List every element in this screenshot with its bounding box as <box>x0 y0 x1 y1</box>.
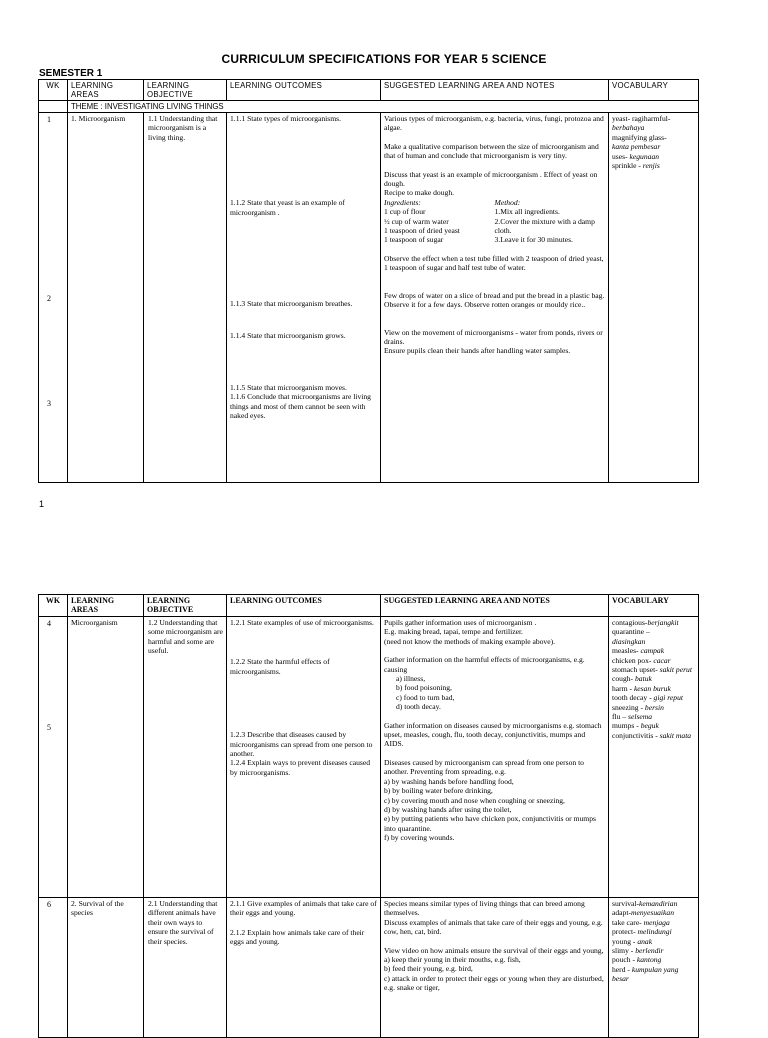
vocab-translation: kumpulan yang besar <box>612 964 679 984</box>
note: Pupils gather information uses of microorganism . <box>384 618 537 627</box>
note: Gather information on the harmful effects of microorganisms, e.g. causing <box>384 655 585 674</box>
theme-label: THEME : INVESTIGATING LIVING THINGS <box>68 101 699 113</box>
table-row <box>39 617 699 898</box>
header-vocabulary: VOCABULARY <box>609 595 699 617</box>
vocab-term: tooth decay - <box>612 693 654 703</box>
vocab-entry <box>612 965 695 984</box>
vocab-translation: cacar <box>653 655 671 665</box>
vocab-term: stomach upset- <box>612 665 660 675</box>
learning-objective: 1.1 Understanding that microorganism is a living thing. <box>148 114 218 142</box>
vocab-translation: kanta pembesar <box>612 142 661 152</box>
list-item: c) attack in order to protect their eggs or young when they are disturbed, e.g. snake or tiger, <box>384 973 604 993</box>
vocab-entry <box>612 674 695 683</box>
recipe-block <box>384 198 605 245</box>
page-number: 1 <box>39 499 45 509</box>
vocab-entry <box>612 656 695 665</box>
outcome-1-2-4: 1.2.4 Explain ways to prevent diseases caused by microorganisms. <box>230 758 371 777</box>
note: Discuss examples of animals that take care of their eggs and young, e.g. cow, hen, cat, bird. <box>384 917 603 937</box>
vocab-term: young - <box>612 936 638 946</box>
vocab-term: chicken pox- <box>612 655 654 665</box>
vocab-translation: diasingkan <box>612 636 646 646</box>
vocab-translation: berjangkit <box>647 618 679 627</box>
vocab-entry <box>612 721 695 730</box>
header-vocabulary: VOCABULARY <box>609 80 699 101</box>
list-item: d) tooth decay. <box>396 702 441 712</box>
vocab-term: measles- <box>612 646 641 656</box>
learning-objective-cell <box>144 617 227 898</box>
table-header-row <box>39 80 699 101</box>
header-wk: WK <box>39 80 68 101</box>
vocab-entry <box>612 937 695 946</box>
ingredient: ½ cup of warm water <box>384 216 449 226</box>
note: (need not know the methods of making example above). <box>384 636 556 646</box>
note: Gather information on diseases caused by microorganisms e.g. stomach upset, measles, cough, flu, tooth decay, conjunctivitis, mumps and AIDS. <box>384 720 602 749</box>
table-row <box>39 113 699 483</box>
notes-cell <box>381 617 609 898</box>
learning-area: 1. Microorganism <box>71 114 126 123</box>
vocab-translation: renjis <box>642 161 660 171</box>
vocab-entry <box>612 637 695 646</box>
theme-row <box>39 101 699 113</box>
vocab-term: sprinkle - <box>612 161 643 171</box>
vocab-term: mumps - <box>612 721 641 731</box>
vocab-term: survival- <box>612 899 639 908</box>
learning-objective: 1.2 Understanding that some microorganism are harmful and some are useful. <box>148 618 223 656</box>
list-item: c) by covering mouth and nose when coughing or sneezing, <box>384 795 565 805</box>
list-item: c) food to turn bad, <box>396 692 455 702</box>
note: Various types of microorganism, e.g. bacteria, virus, fungi, protozoa and algae. <box>384 114 604 133</box>
outcome-1-1-3: 1.1.3 State that microorganism breathes. <box>230 299 353 309</box>
vocab-term: contagious- <box>612 618 648 627</box>
curriculum-table-1 <box>38 79 699 483</box>
vocab-translation: menjaga <box>643 917 670 927</box>
header-learning-areas: LEARNING AREAS <box>68 595 144 617</box>
note: E.g. making bread, tapai, tempe and fertilizer. <box>384 627 523 637</box>
list-item: a) illness, <box>396 674 426 684</box>
vocab-term: flu – <box>612 712 629 722</box>
list-item: a) by washing hands before handling food, <box>384 776 514 786</box>
outcome-1-2-1: 1.2.1 State examples of use of microorganisms. <box>230 618 374 627</box>
week-number: 2 <box>47 294 51 303</box>
vocab-term: uses- <box>612 151 630 161</box>
vocab-entry <box>612 646 695 655</box>
vocab-translation: kemandirian <box>639 899 678 908</box>
list-item: b) feed their young, e.g. bird, <box>384 964 473 974</box>
week-cell <box>39 617 68 898</box>
vocab-translation: sakit mata <box>659 730 692 740</box>
vocab-translation: beguk <box>640 721 659 731</box>
vocab-translation: gigi reput <box>653 693 684 703</box>
vocab-term: pouch - <box>612 955 637 965</box>
header-notes: SUGGESTED LEARNING AREA AND NOTES <box>381 595 609 617</box>
header-learning-objective: LEARNING OBJECTIVE <box>144 595 227 617</box>
ingredients-label: Ingredients: <box>384 197 421 207</box>
document-title: CURRICULUM SPECIFICATIONS FOR YEAR 5 SCIENCE <box>221 52 547 66</box>
table-row <box>39 898 699 1038</box>
vocab-translation: kesan buruk <box>633 683 671 693</box>
outcome-1-1-4: 1.1.4 State that microorganism grows. <box>230 330 346 340</box>
outcome-2-1-2: 2.1.2 Explain how animals take care of their eggs and young. <box>230 927 365 947</box>
vocab-translation: melindungi <box>637 927 672 937</box>
header-wk: WK <box>39 595 68 617</box>
list-item: a) keep their young in their mouths, e.g. fish, <box>384 955 521 965</box>
learning-outcomes-cell <box>227 898 381 1038</box>
learning-objective-cell <box>144 113 227 483</box>
learning-area-cell <box>68 617 144 898</box>
vocab-entry <box>612 946 695 955</box>
header-learning-outcomes: LEARNING OUTCOMES <box>227 595 381 617</box>
vocab-translation: bersin <box>644 702 664 712</box>
vocab-term: conjunctivitis - <box>612 730 660 740</box>
vocab-translation: campak <box>640 646 665 656</box>
vocabulary-cell <box>609 898 699 1038</box>
notes-cell <box>381 113 609 483</box>
week-number: 4 <box>47 619 51 628</box>
vocab-entry <box>612 703 695 712</box>
list-item: f) by covering wounds. <box>384 833 455 843</box>
learning-objective-cell <box>144 898 227 1038</box>
semester-label: SEMESTER 1 <box>39 68 103 79</box>
method-step: 1.Mix all ingredients. <box>494 207 560 217</box>
vocab-term: take care- <box>612 917 644 927</box>
week-number: 6 <box>47 900 51 909</box>
method-label: Method: <box>494 197 521 207</box>
note: View video on how animals ensure the survival of their eggs and young, <box>384 945 604 955</box>
vocab-term: slimy - <box>612 946 636 956</box>
vocab-translation: menyesuaikan <box>630 908 674 918</box>
ingredient: 1 teaspoon of dried yeast <box>384 226 460 236</box>
outcome-1-1-2: 1.1.2 State that yeast is an example of microorganism . <box>230 198 345 217</box>
week-number: 1 <box>47 115 51 124</box>
learning-area-cell <box>68 898 144 1038</box>
vocab-entry <box>612 918 695 927</box>
note: Observe the effect when a test tube filled with 2 teaspoon of dried yeast, 1 teaspoon of sugar and half test tube of water. <box>384 253 604 273</box>
vocab-term: herd - <box>612 964 632 974</box>
vocab-entry <box>612 684 695 693</box>
list-item: d) by washing hands after using the toilet, <box>384 804 512 814</box>
note: View on the movement of microorganisms - water from ponds, rivers or drains. <box>384 327 603 346</box>
method-step: 2.Cover the mixture with a damp cloth. <box>494 216 595 236</box>
week-number: 5 <box>47 723 51 732</box>
outcome-1-1-5: 1.1.5 State that microorganism moves. <box>230 383 347 393</box>
vocab-term: protect- <box>612 927 638 937</box>
vocab-translation: anak <box>637 936 653 946</box>
note: Species means similar types of living things that can breed among themselves. <box>384 899 585 918</box>
learning-area: Microorganism <box>71 618 118 627</box>
vocabulary-cell <box>609 113 699 483</box>
notes-cell <box>381 898 609 1038</box>
note: Diseases caused by microorganism can spread from one person to another. Preventing from spreading, e.g. <box>384 757 584 777</box>
vocab-entry <box>612 899 695 908</box>
list-item: b) food poisoning, <box>396 683 452 693</box>
vocab-term: cough- <box>612 674 635 684</box>
vocab-term: sneezing - <box>612 702 645 712</box>
vocab-term: magnifying glass- <box>612 132 667 142</box>
ingredient: 1 teaspoon of sugar <box>384 235 444 245</box>
outcome-2-1-1: 2.1.1 Give examples of animals that take care of their eggs and young. <box>230 899 377 918</box>
vocab-translation: berlendir <box>635 946 664 956</box>
vocab-translation: berbahaya <box>612 123 645 133</box>
learning-outcomes-cell <box>227 617 381 898</box>
vocab-term: quarantine – <box>612 627 650 637</box>
header-learning-outcomes: LEARNING OUTCOMES <box>227 80 381 101</box>
note: Recipe to make dough. <box>384 188 455 198</box>
vocab-translation: selsema <box>628 712 653 722</box>
vocabulary-cell <box>609 617 699 898</box>
vocab-entry <box>612 908 695 917</box>
ingredient: 1 cup of flour <box>384 207 426 217</box>
header-learning-objective: LEARNING OBJECTIVE <box>144 80 227 101</box>
week-cell <box>39 898 68 1038</box>
header-notes: SUGGESTED LEARNING AREA AND NOTES <box>381 80 609 101</box>
note: Ensure pupils clean their hands after handling water samples. <box>384 346 571 356</box>
outcome-1-2-2: 1.2.2 State the harmful effects of microorganisms. <box>230 657 330 676</box>
vocab-term: yeast- ragi <box>612 114 644 123</box>
note: Make a qualitative comparison between the size of microorganism and that of human and conclude that microorganism is very tiny. <box>384 141 599 161</box>
vocab-translation: batuk <box>635 674 652 684</box>
outcome-1-1-6: 1.1.6 Conclude that microorganisms are living things and most of them cannot be seen with naked eyes. <box>230 392 371 421</box>
vocab-translation: kegunaan <box>629 151 660 161</box>
week-cell <box>39 113 68 483</box>
header-learning-areas: LEARNING AREAS <box>68 80 144 101</box>
vocab-entry <box>612 731 695 740</box>
note: Discuss that yeast is an example of microorganism . Effect of yeast on dough. <box>384 169 598 189</box>
vocab-translation: kantong <box>636 955 662 965</box>
vocab-translation: sakit perut <box>659 665 692 675</box>
curriculum-table-2 <box>38 594 699 1038</box>
method-step: 3.Leave it for 30 minutes. <box>494 235 573 245</box>
vocab-entry <box>612 693 695 702</box>
outcome-1-1-1: 1.1.1 State types of microorganisms. <box>230 114 342 123</box>
list-item: e) by putting patients who have chicken pox, conjunctivitis or mumps into quarantine. <box>384 814 596 833</box>
outcome-1-2-3: 1.2.3 Describe that diseases caused by microorganisms can spread from one person to another. <box>230 730 373 759</box>
vocab-entry <box>612 955 695 964</box>
note: Few drops of water on a slice of bread and put the bread in a plastic bag. Observe it for a few days. Observe rotten oranges or mouldy rice.. <box>384 290 605 310</box>
vocab-term: adapt- <box>612 908 631 918</box>
vocab-term: harmful- <box>643 114 671 123</box>
learning-objective: 2.1 Understanding that different animals have their own ways to ensure the survival of their species. <box>148 899 218 946</box>
vocab-entry <box>612 618 695 637</box>
vocab-entry <box>612 927 695 936</box>
learning-outcomes-cell <box>227 113 381 483</box>
learning-area: 2. Survival of the species <box>71 899 124 918</box>
week-number: 3 <box>47 399 51 408</box>
vocab-entry <box>612 712 695 721</box>
list-item: b) by boiling water before drinking, <box>384 786 493 796</box>
vocab-entry <box>612 665 695 674</box>
learning-area-cell <box>68 113 144 483</box>
vocab-term: harm - <box>612 683 634 693</box>
table-header-row <box>39 595 699 617</box>
